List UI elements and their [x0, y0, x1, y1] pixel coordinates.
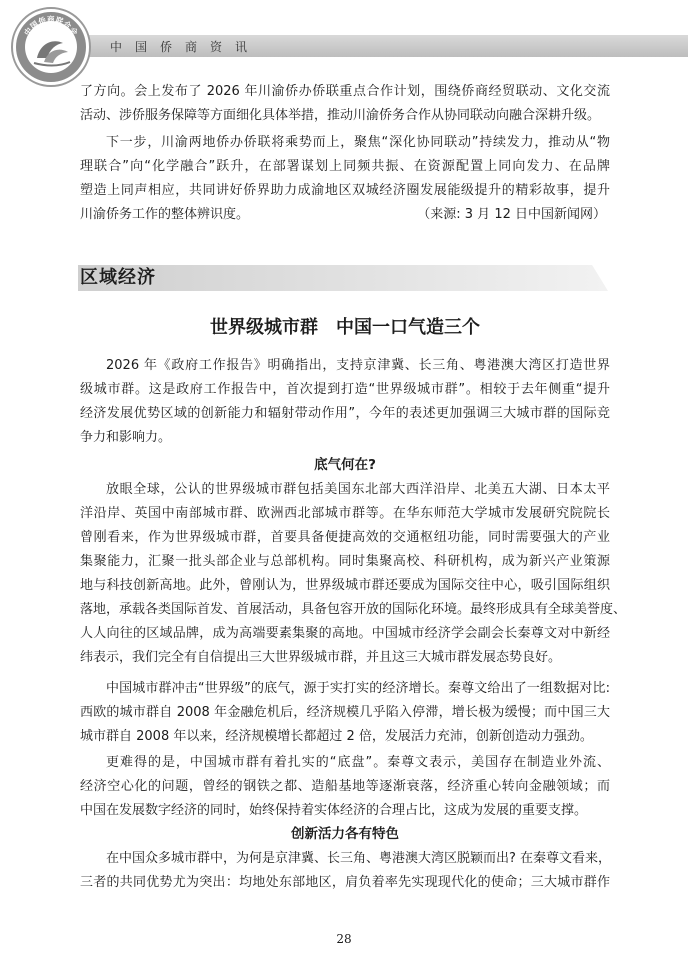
- article-title: 世界级城市群 中国一口气造三个: [210, 317, 480, 338]
- text-line: 川渝侨务工作的整体辨识度。: [80, 207, 250, 222]
- text-line: 2026 年《政府工作报告》明确指出，支持京津冀、长三角、粤港澳大湾区打造世界: [106, 358, 610, 373]
- text-line: 纬表示，我们完全有自信提出三大世界级城市群，并且这三大城市群发展态势良好。: [80, 650, 562, 665]
- article-paragraph-1: [80, 354, 610, 450]
- text-line: 下一步，川渝两地侨办侨联将乘势而上，聚焦“深化协同联动”持续发力，推动从“物: [106, 135, 610, 150]
- text-line: 集聚能力，汇聚一批头部企业与总部机构。同时集聚高校、科研机构，成为新兴产业策源: [80, 554, 610, 569]
- article-paragraph-2: [80, 478, 627, 670]
- text-line: 塑造上同声相应，共同讲好侨界助力成渝地区双城经济圈发展能级提升的精彩故事，提升: [80, 183, 610, 198]
- article-paragraph-3: [80, 677, 610, 749]
- text-line: 经济发展优势区域的创新能力和辐射带动作用”，今年的表述更加强调三大城市群的国际竞: [80, 406, 610, 421]
- text-line: 争力和影响力。: [80, 430, 172, 445]
- intro-paragraph-1: [80, 80, 610, 128]
- section-band: [78, 265, 608, 291]
- text-line: 更难得的是，中国城市群有着扎实的“底盘”。秦尊文表示，美国存在制造业外流、: [106, 755, 610, 770]
- text-line: 三者的共同优势尤为突出：均地处东部地区，肩负着率先实现现代化的使命；三大城市群作: [80, 875, 610, 890]
- section-title: 区域经济: [80, 267, 156, 288]
- intro-paragraph-2: [80, 131, 610, 227]
- text-line: 放眼全球，公认的世界级城市群包括美国东北部大西洋沿岸、北美五大湖、日本太平: [106, 482, 610, 497]
- text-line: 级城市群。这是政府工作报告中，首次提到打造“世界级城市群”。相较于去年侧重“提升: [80, 382, 610, 397]
- logo: [10, 6, 92, 88]
- header-section-label: 中国侨商资讯: [110, 40, 261, 54]
- source-citation: （来源: 3 月 12 日中国新闻网）: [417, 207, 606, 222]
- logo-text: 中国侨商联合会: [22, 15, 80, 38]
- text-line: 人人向往的区域品牌，成为高端要素集聚的高地。中国城市经济学会副会长秦尊文对中新经: [80, 626, 610, 641]
- text-line: 曾刚看来，作为世界级城市群，首要具备便捷高效的交通枢纽功能，同时需要强大的产业: [80, 530, 610, 545]
- text-line: 地与科技创新高地。此外，曾刚认为，世界级城市群还要成为国际交往中心，吸引国际组织: [80, 578, 610, 593]
- article-paragraph-4: [80, 751, 610, 823]
- text-line: 在中国众多城市群中，为何是京津冀、长三角、粤港澳大湾区脱颖而出? 在秦尊文看来，: [106, 851, 612, 866]
- text-line: 了方向。会上发布了 2026 年川渝侨办侨联重点合作计划，围绕侨商经贸联动、文化交流: [80, 84, 610, 99]
- logo-emblem-icon: [10, 6, 92, 88]
- subheading-1: 底气何在?: [314, 457, 376, 473]
- text-line: 中国在发展数字经济的同时，始终保持着实体经济的合理占比，这成为发展的重要支撑。: [80, 803, 588, 818]
- article-paragraph-5: [80, 847, 610, 895]
- text-line: 理联合”向“化学融合”跃升，在部署谋划上同频共振、在资源配置上同向发力、在品牌: [80, 159, 610, 174]
- text-line: 落地，承载各类国际首发、首展活动，具备包容开放的国际化环境。最终形成具有全球美誉度、: [80, 602, 627, 617]
- text-line: 城市群自 2008 年以来，经济规模增长都超过 2 倍，发展活力充沛，创新创造动力强劲。: [80, 729, 593, 744]
- text-line: 洋沿岸、英国中南部城市群、欧洲西北部城市群等。在华东师范大学城市发展研究院院长: [80, 506, 610, 521]
- page-number: 28: [336, 932, 352, 946]
- text-line: 中国城市群冲击“世界级”的底气，源于实打实的经济增长。秦尊文给出了一组数据对比:: [106, 681, 610, 696]
- text-line: 西欧的城市群自 2008 年金融危机后，经济规模几乎陷入停滞，增长极为缓慢；而中国三大: [80, 705, 610, 720]
- text-line: 经济空心化的问题，曾经的钢铁之都、造船基地等逐渐衰落，经济重心转向金融领域；而: [80, 779, 610, 794]
- subheading-2: 创新活力各有特色: [291, 826, 399, 842]
- text-line: 活动、涉侨服务保障等方面细化具体举措，推动川渝侨务合作从协同联动向融合深耕升级。: [80, 108, 601, 123]
